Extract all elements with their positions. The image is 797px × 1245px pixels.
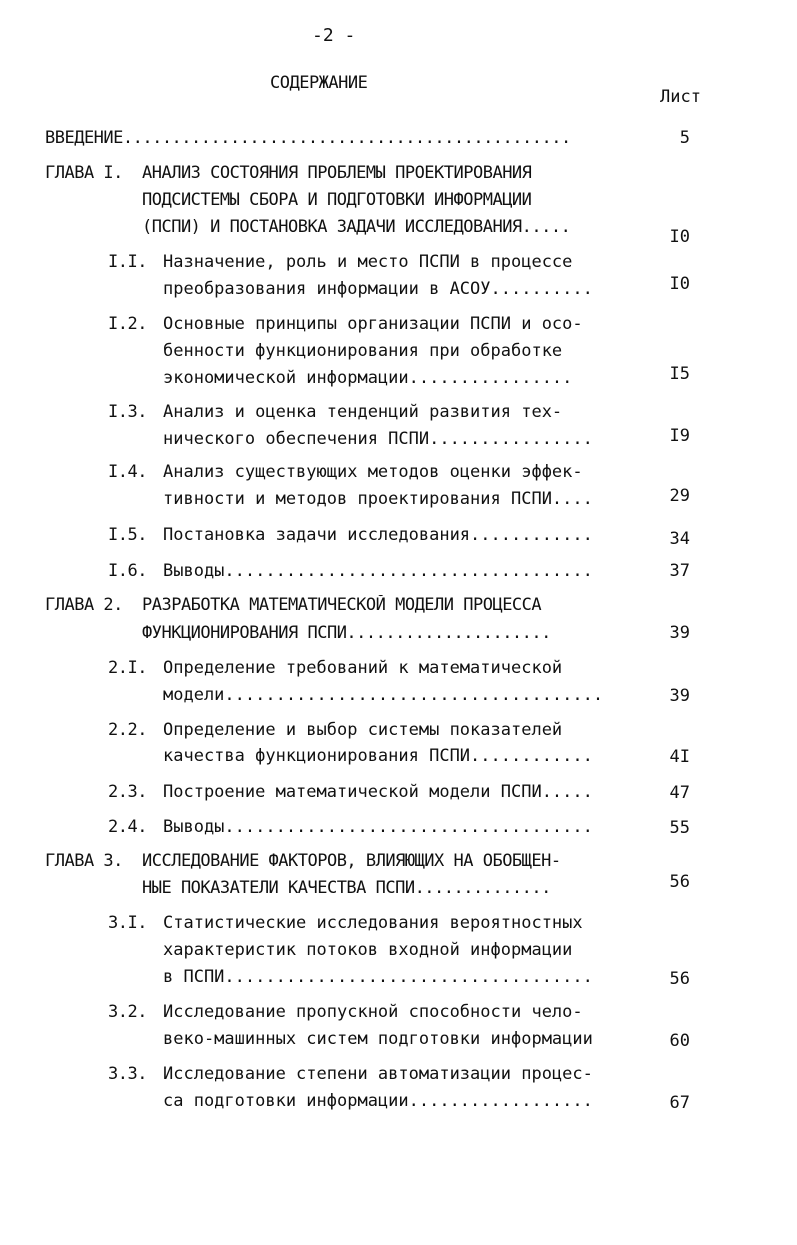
toc-entry-text: ИССЛЕДОВАНИЕ ФАКТОРОВ, ВЛИЯЮЩИХ НА ОБОБЩЕН- — [142, 851, 561, 871]
toc-entry-text: Определение требований к математической — [163, 658, 563, 678]
toc-entry-text: ПОДСИСТЕМЫ СБОРА И ПОДГОТОВКИ ИНФОРМАЦИИ — [142, 190, 532, 210]
sheet-label: Лист — [660, 87, 701, 107]
toc-entry-page: 4I — [669, 747, 690, 767]
toc-entry-page: 29 — [669, 486, 690, 506]
toc-entry-page: I0 — [669, 274, 690, 294]
toc-entry-text: преобразования информации в АСОУ.......... — [163, 279, 593, 299]
toc-entry-page: I5 — [669, 364, 690, 384]
toc-entry-number: 2.4. — [108, 817, 147, 837]
toc-entry-page: 56 — [669, 872, 690, 892]
toc-entry-text: Анализ и оценка тенденций развития тех- — [163, 402, 563, 422]
toc-entry-page: 5 — [679, 128, 690, 148]
toc-entry-text: НЫЕ ПОКАЗАТЕЛИ КАЧЕСТВА ПСПИ.............. — [142, 878, 551, 898]
toc-entry-number: ГЛАВА 2. — [45, 595, 123, 615]
toc-entry-page: 60 — [669, 1031, 690, 1051]
toc-entry-text: ВВЕДЕНИЕ.............................................. — [45, 128, 571, 148]
toc-entry-page: I9 — [669, 426, 690, 446]
toc-entry-text: тивности и методов проектирования ПСПИ.... — [163, 489, 593, 509]
toc-entry-text: Назначение, роль и место ПСПИ в процессе — [163, 252, 573, 272]
toc-entry-page: 55 — [669, 818, 690, 838]
toc-entry-text: Анализ существующих методов оценки эффек- — [163, 462, 583, 482]
toc-entry-text: Выводы.................................... — [163, 817, 593, 837]
toc-entry-page: 67 — [669, 1093, 690, 1113]
toc-entry-number: 3.2. — [108, 1002, 147, 1022]
toc-entry-text: РАЗРАБОТКА МАТЕМАТИЧЕСКОЙ МОДЕЛИ ПРОЦЕССА — [142, 595, 542, 615]
toc-entry-number: 2.2. — [108, 720, 147, 740]
page-number: -2 - — [312, 25, 356, 46]
toc-entry-page: 56 — [669, 969, 690, 989]
toc-entry-text: Исследование степени автоматизации процес- — [163, 1064, 593, 1084]
toc-entry-text: Исследование пропускной способности чело- — [163, 1002, 583, 1022]
toc-entry-page: 34 — [669, 529, 690, 549]
toc-entry-number: I.2. — [108, 314, 147, 334]
toc-entry-number: ГЛАВА 3. — [45, 851, 123, 871]
toc-entry-text: са подготовки информации.................. — [163, 1091, 593, 1111]
toc-entry-number: I.5. — [108, 525, 147, 545]
toc-entry-number: I.6. — [108, 561, 147, 581]
toc-entry-text: (ПСПИ) И ПОСТАНОВКА ЗАДАЧИ ИССЛЕДОВАНИЯ..... — [142, 217, 571, 237]
toc-entry-text: Статистические исследования вероятностных — [163, 913, 583, 933]
toc-entry-page: 39 — [669, 686, 690, 706]
toc-entry-number: 2.3. — [108, 782, 147, 802]
toc-entry-text: модели..................................... — [163, 685, 604, 705]
toc-entry-text: экономической информации................ — [163, 368, 573, 388]
toc-entry-text: качества функционирования ПСПИ............ — [163, 746, 593, 766]
toc-entry-text: веко-машинных систем подготовки информации — [163, 1029, 593, 1049]
toc-entry-text: в ПСПИ.................................... — [163, 967, 593, 987]
toc-title: СОДЕРЖАНИЕ — [270, 73, 368, 93]
toc-entry-text: ФУНКЦИОНИРОВАНИЯ ПСПИ..................... — [142, 623, 551, 643]
toc-entry-number: 2.I. — [108, 658, 147, 678]
toc-entry-page: 37 — [669, 561, 690, 581]
toc-entry-number: I.I. — [108, 252, 147, 272]
toc-entry-text: Выводы.................................... — [163, 561, 593, 581]
toc-entry-text: Определение и выбор системы показателей — [163, 720, 563, 740]
toc-entry-text: Постановка задачи исследования............ — [163, 525, 593, 545]
toc-entry-page: I0 — [669, 227, 690, 247]
toc-entry-number: 3.I. — [108, 913, 147, 933]
toc-entry-text: нического обеспечения ПСПИ................ — [163, 429, 593, 449]
toc-entry-number: 3.3. — [108, 1064, 147, 1084]
toc-entry-page: 39 — [669, 623, 690, 643]
toc-entry-number: I.4. — [108, 462, 147, 482]
toc-entry-page: 47 — [669, 783, 690, 803]
toc-entry-text: Основные принципы организации ПСПИ и осо- — [163, 314, 583, 334]
toc-entry-text: бенности функционирования при обработке — [163, 341, 563, 361]
toc-entry-text: характеристик потоков входной информации — [163, 940, 573, 960]
toc-entry-text: АНАЛИЗ СОСТОЯНИЯ ПРОБЛЕМЫ ПРОЕКТИРОВАНИЯ — [142, 163, 532, 183]
toc-entry-text: Построение математической модели ПСПИ..... — [163, 782, 593, 802]
toc-entry-number: I.3. — [108, 402, 147, 422]
toc-entry-number: ГЛАВА I. — [45, 163, 123, 183]
